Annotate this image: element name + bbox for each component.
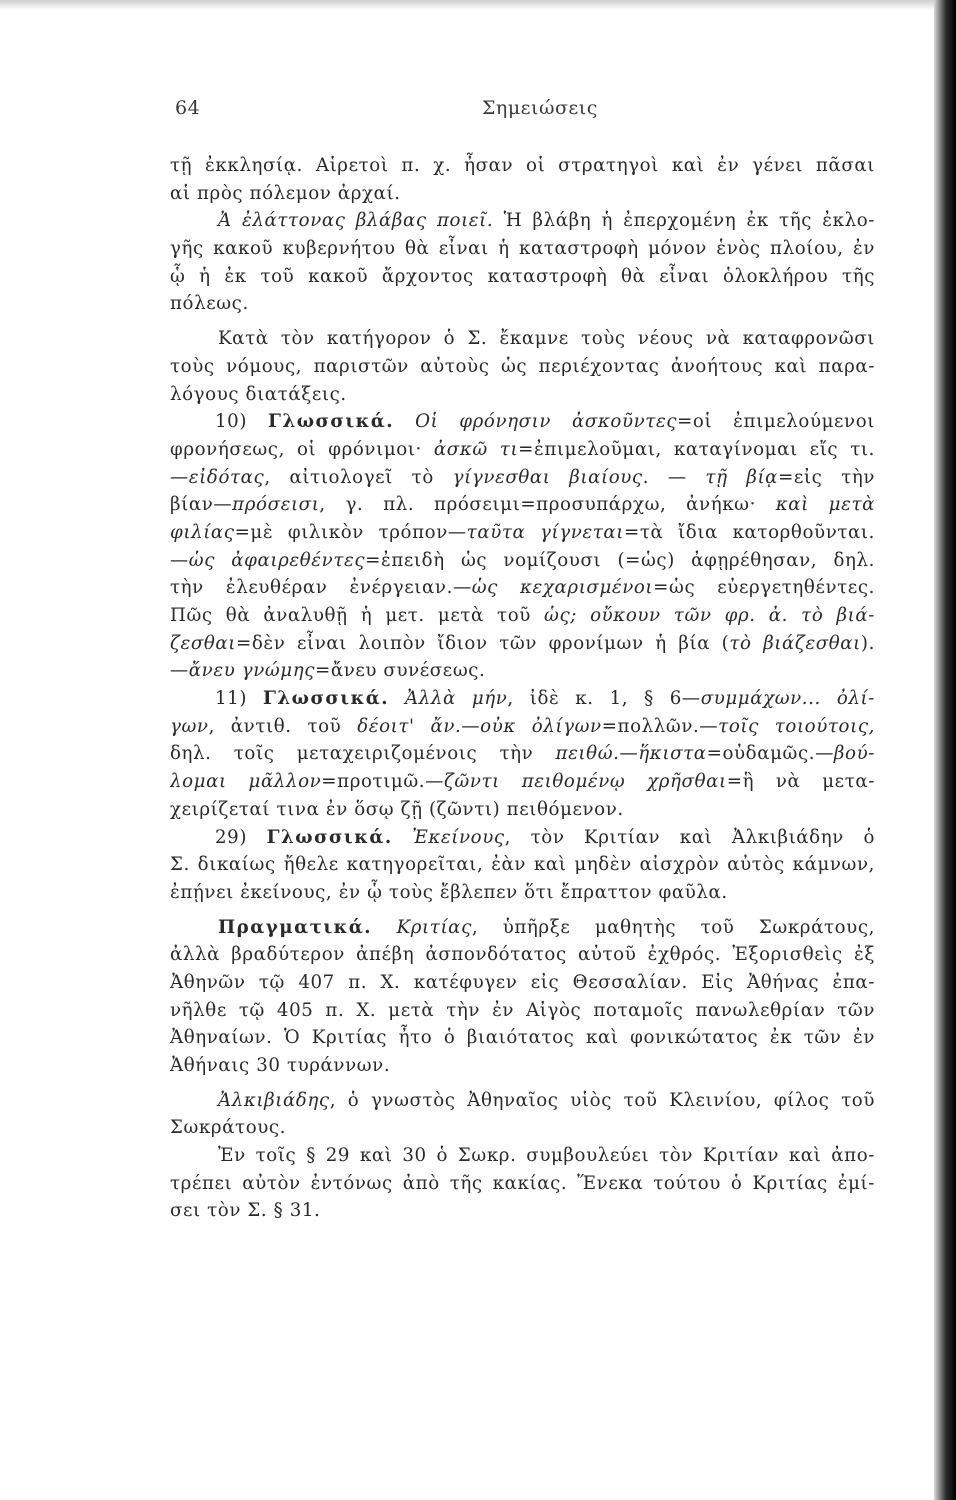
text-run: ἀσκῶ τι [433, 438, 519, 460]
text-run: ταῦτα γίγνεται [466, 521, 625, 543]
section-heading: Πραγματικά. [218, 916, 373, 938]
text-run: Ἀθηναίων. Ὁ Κριτίας ἦτο ὁ βιαιότατος καὶ φονικώτατος ἐκ τῶν ἐν [170, 1027, 875, 1049]
text-line [170, 436, 875, 464]
text-run: ἐπῄνει ἐκείνους, ἐν ᾧ τοὺς ἔβλεπεν ὅτι ἔπραττον φαῦλα. [170, 881, 728, 903]
text-run: συμμάχων... ὀλί- [700, 688, 875, 710]
text-run: Πῶς θὰ ἀναλυθῇ ἡ μετ. μετὰ τοῦ [170, 605, 531, 626]
text-run: δηλ. τοῖς μεταχειριζομένοις τὴν [170, 743, 534, 765]
text-run: ζῶντι πειθομένῳ χρῆσθαι [443, 771, 727, 793]
text-line [170, 997, 875, 1025]
text-line [170, 491, 875, 519]
text-run: ἄνευ γνώμης [188, 660, 315, 682]
text-run: , γ. πλ. πρόσειμι=προσυπάρχω, ἀνήκω· [319, 494, 756, 516]
text-run: Ἀθηνῶν τῷ 407 π. Χ. κατέφυγεν εἰς Θεσσαλίαν. Εἰς Ἀθήνας ἐπα- [170, 971, 875, 993]
text-run: ᾧ ἡ ἐκ τοῦ κακοῦ ἄρχοντος καταστροφὴ θὰ εἶναι ὁλοκλήρου τῆς [170, 265, 875, 287]
text-run: =πολλῶν.— [601, 715, 719, 737]
text-run: =ἄνευ συνέσεως. [315, 660, 486, 682]
text-line [170, 969, 875, 997]
text-run: βού- [833, 743, 875, 765]
text-line [170, 408, 875, 436]
text-line [170, 1114, 875, 1142]
scan-top-shadow [0, 0, 956, 10]
text-run: =ἣ νὰ μετα- [726, 771, 875, 793]
text-line [170, 914, 875, 942]
text-run: =εἰς τὴν [778, 466, 875, 488]
text-line [170, 602, 875, 630]
body-text [170, 152, 875, 1225]
text-line [170, 1170, 875, 1198]
text-run: =οἱ ἐπιμελούμενοι [677, 411, 875, 433]
text-line [170, 180, 875, 208]
text-run: τὸ βιάζεσθαι [729, 632, 861, 654]
text-run: , ἀντιθ. τοῦ [208, 715, 342, 737]
text-run: καὶ μετὰ [775, 494, 875, 516]
page-header [0, 97, 956, 127]
text-run: φιλίας [170, 521, 235, 543]
text-line [170, 879, 875, 907]
text-run: λόγους διατάξεις. [170, 383, 347, 405]
text-line [170, 740, 875, 768]
text-line [170, 574, 875, 602]
text-run: Κατὰ τὸν κατήγορον ὁ Σ. ἔκαμνε τοὺς νέους νὰ καταφρονῶσι [218, 328, 875, 350]
text-run: ἀλλὰ βραδύτερον ἀπέβη ἀσπονδότατος αὐτοῦ ἐχθρός. Ἐξορισθεὶς ἐξ [170, 944, 875, 966]
text-run: ὡς; οὔκουν τῶν φρ. ἀ. τὸ βιά- [544, 605, 875, 626]
text-run: δέοιτ' ἄν.—οὐκ ὀλίγων [357, 715, 602, 737]
text-run: Ἀλλὰ μήν [405, 688, 508, 710]
text-run: φρονήσεως, οἱ φρόνιμοι· [170, 438, 422, 460]
text-run: — [170, 549, 189, 571]
text-line [170, 290, 875, 318]
text-run: =οὐδαμῶς.— [706, 743, 834, 765]
text-line [170, 152, 875, 180]
text-run: 10) [215, 411, 248, 433]
text-line [170, 1197, 875, 1225]
text-run: Ἐκείνους [412, 826, 505, 848]
text-run: , αἰτιολογεῖ τὸ [264, 466, 434, 488]
text-line [170, 657, 875, 685]
text-run: νῆλθε τῷ 405 π. Χ. μετὰ τὴν ἐν Αἰγὸς ποταμοῖς πανωλεθρίαν τῶν [170, 999, 875, 1021]
text-run: =δὲν εἶναι λοιπὸν ἴδιον τῶν φρονίμων ἡ βία ( [236, 632, 730, 654]
section-heading: Γλωσσικά. [266, 826, 393, 848]
text-run: τὴν ἐλευθέραν ἐνέργειαν.— [170, 577, 472, 599]
text-line [170, 630, 875, 658]
text-line [170, 713, 875, 741]
section-heading: Γλωσσικά. [268, 411, 395, 433]
text-run: 29) [215, 826, 248, 848]
text-run: =ἐπειδὴ ὡς νομίζουσι (=ὡς) ἀφῃρέθησαν, δηλ. [365, 549, 875, 571]
text-run: =προτιμῶ.— [321, 771, 444, 793]
text-line [170, 851, 875, 879]
text-line [170, 1142, 875, 1170]
text-line [170, 263, 875, 291]
text-run: πρόσεισι [232, 494, 320, 516]
text-run: Σωκράτους. [170, 1117, 287, 1139]
text-run: γων [170, 715, 209, 737]
text-line [170, 207, 875, 235]
text-run: =ὡς εὐεργετηθέντες. [653, 577, 875, 599]
text-run: αἱ πρὸς πόλεμον ἀρχαί. [170, 182, 401, 204]
text-run: τῇ ἐκκλησίᾳ. Αἱρετοὶ π. χ. ἦσαν οἱ στρατηγοὶ καὶ ἐν γένει πᾶσαι [170, 155, 875, 176]
text-run: πειθώ.—ἥκιστα [555, 743, 707, 765]
text-run: =ἐπιμελοῦμαι, καταγίνομαι εἴς τι. [518, 438, 875, 460]
text-run: , ἰδὲ κ. 1, § 6— [507, 688, 701, 710]
text-run: τρέπει αὐτὸν ἐντόνως ἀπὸ τῆς κακίας. Ἕνεκα τούτου ὁ Κριτίας ἐμί- [170, 1172, 875, 1194]
text-run: τῇ βίᾳ [705, 466, 779, 488]
text-run: πόλεως. [170, 293, 249, 315]
page-number: 64 [175, 97, 201, 119]
text-line [170, 464, 875, 492]
text-line [170, 824, 875, 852]
text-run: Οἱ φρόνησιν ἀσκοῦντες [415, 411, 678, 433]
text-run: ). [860, 632, 875, 654]
text-line [170, 547, 875, 575]
text-run: Ἀ ἐλάττονας βλάβας ποιεῖ. [218, 210, 494, 232]
text-run: Σ. δικαίως ἤθελε κατηγορεῖται, ἐὰν καὶ μηδὲν αἰσχρὸν αὐτὸς κάμνων, [170, 854, 875, 876]
text-line [170, 235, 875, 263]
text-run: =τὰ ἴδια κατορθοῦνται. [624, 521, 875, 543]
text-run: ὡς κεχαρισμένοι [471, 577, 654, 599]
text-run: Ἀθήναις 30 τυράννων. [170, 1055, 391, 1076]
text-line [170, 353, 875, 381]
text-run: . — [642, 466, 687, 488]
text-run: τοῖς τοιούτοις, [718, 715, 875, 737]
text-run: — [170, 466, 189, 488]
text-line [170, 941, 875, 969]
text-line [170, 325, 875, 353]
text-run: Ἐν τοῖς § 29 καὶ 30 ὁ Σωκρ. συμβουλεύει τὸν Κριτίαν καὶ ἀπο- [218, 1145, 875, 1167]
text-run: γῆς κακοῦ κυβερνήτου θὰ εἶναι ἡ καταστροφὴ μόνον ἑνὸς πλοίου, ἐν [170, 238, 875, 260]
text-run: σει τὸν Σ. § 31. [170, 1200, 321, 1222]
text-run: =μὲ φιλικὸν τρόπον— [234, 521, 467, 543]
text-line [170, 1052, 875, 1080]
text-run: , ὁ γνωστὸς Ἀθηναῖος υἱὸς τοῦ Κλεινίου, φίλος τοῦ [329, 1089, 875, 1111]
text-run: 11) [215, 688, 248, 710]
text-run: βίαν— [170, 494, 233, 516]
section-heading: Γλωσσικά. [263, 688, 390, 710]
text-run: — [170, 660, 189, 682]
text-run: Κριτίας [396, 916, 472, 938]
text-line [170, 1087, 875, 1115]
text-line [170, 796, 875, 824]
scan-edge-shadow [934, 0, 956, 1500]
text-run: ὡς ἀφαιρεθέντες [188, 549, 366, 571]
text-run: Ἀλκιβιάδης [218, 1089, 330, 1111]
text-run: εἰδότας [188, 466, 265, 488]
text-line [170, 1024, 875, 1052]
text-run: , τὸν Κριτίαν καὶ Ἀλκιβιάδην ὁ [504, 826, 875, 848]
text-run: Ἡ βλάβη ἡ ἐπερχομένη ἐκ τῆς ἐκλο- [503, 210, 875, 232]
text-run: τοὺς νόμους, παριστῶν αὐτοὺς ὡς περιέχοντας ἀνοήτους καὶ παρα- [170, 355, 875, 377]
text-run: γίγνεσθαι βιαίους [452, 466, 643, 488]
text-run: ζεσθαι [170, 632, 236, 654]
running-title: Σημειώσεις [482, 97, 598, 119]
text-run: λομαι μᾶλλον [170, 771, 322, 793]
text-run: , ὑπῆρξε μαθητὴς τοῦ Σωκράτους, [471, 916, 875, 938]
text-line [170, 519, 875, 547]
text-run: χειρίζεταί τινα ἐν ὅσῳ ζῇ (ζῶντι) πειθόμενον. [170, 798, 624, 820]
text-line [170, 381, 875, 409]
text-line [170, 685, 875, 713]
text-line [170, 768, 875, 796]
